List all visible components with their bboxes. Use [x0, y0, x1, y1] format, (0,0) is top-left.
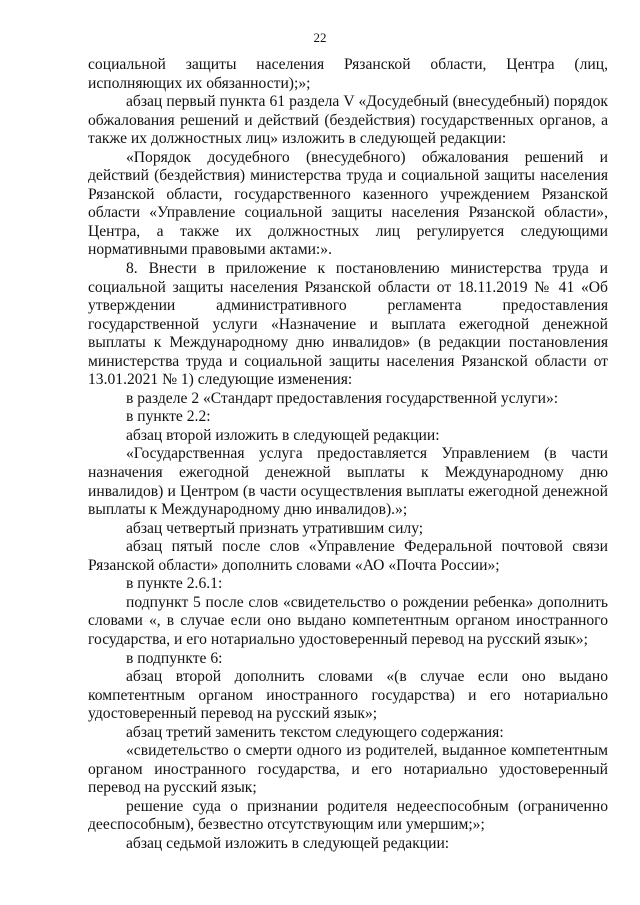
- paragraph: абзац второй изложить в следующей редакции:: [126, 426, 440, 444]
- paragraph: «Государственная услуга предоставляется Управлением (в части назначения ежегодной денежной выплаты к Международному дню инвалидов) и Центром (в части осуществления выплаты ежегодной денежной выплаты к Международному дню инвалидов).»;: [88, 445, 608, 519]
- paragraph: абзац второй дополнить словами «(в случае если оно выдано компетентным органом иностранного государства) и его нотариально удостоверенный перевод на русский язык»;: [88, 668, 608, 723]
- paragraph: абзац седьмой изложить в следующей редакции:: [126, 834, 450, 852]
- paragraph: социальной защиты населения Рязанской области, Центра (лиц, исполняющих их обязанности);»;: [88, 56, 608, 92]
- page-number: 22: [313, 30, 327, 45]
- paragraph: абзац третий заменить текстом следующего содержания:: [126, 723, 504, 741]
- paragraph: решение суда о признании родителя недееспособным (ограниченно дееспособным), безвестно отсутствующим или умершим;»;: [88, 797, 608, 834]
- paragraph: 8. Внести в приложение к постановлению министерства труда и социальной защиты населения Рязанской области от 18.11.2019 № 41 «Об утверждении административного регламента предоставления государственной услуги «Назначение и выплата ежегодной денежной выплаты к Международному дню инвалидов» (в редакции постановления министерства труда и социальной защиты населения Рязанской области от 13.01.2021 № 1) следующие изменения:: [88, 260, 608, 389]
- paragraph: в разделе 2 «Стандарт предоставления государственной услуги»:: [126, 389, 559, 407]
- paragraph: в пункте 2.6.1:: [126, 575, 223, 593]
- paragraph: «Порядок досудебного (внесудебного) обжалования решений и действий (бездействия) министерства труда и социальной защиты населения Рязанской области, государственного казенного учреждением Рязанской области «Управление социальной защиты населения Рязанской области», Центра, а также их должностных лиц регулируется следующими нормативными правовыми актами:».: [88, 148, 608, 259]
- paragraph: абзац пятый после слов «Управление Федеральной почтовой связи Рязанской области» дополнить словами «АО «Почта России»;: [88, 538, 608, 574]
- document-body: [88, 56, 608, 854]
- paragraph: «свидетельство о смерти одного из родителей, выданное компетентным органом иностранного государства, и его нотариально удостоверенный перевод на русский язык;: [88, 742, 608, 797]
- paragraph: абзац первый пункта 61 раздела V «Досудебный (внесудебный) порядок обжалования решений и действий (бездействия) государственных органов, а также их должностных лиц» изложить в следующей редакции:: [88, 93, 608, 148]
- paragraph: подпункт 5 после слов «свидетельство о рождении ребенка» дополнить словами «, в случае если оно выдано компетентным органом иностранного государства, и его нотариально удостоверенный перевод на русский язык»;: [88, 593, 608, 648]
- paragraph: в пункте 2.2:: [126, 408, 211, 426]
- paragraph: абзац четвертый признать утратившим силу;: [126, 519, 424, 537]
- paragraph: в подпункте 6:: [126, 649, 223, 667]
